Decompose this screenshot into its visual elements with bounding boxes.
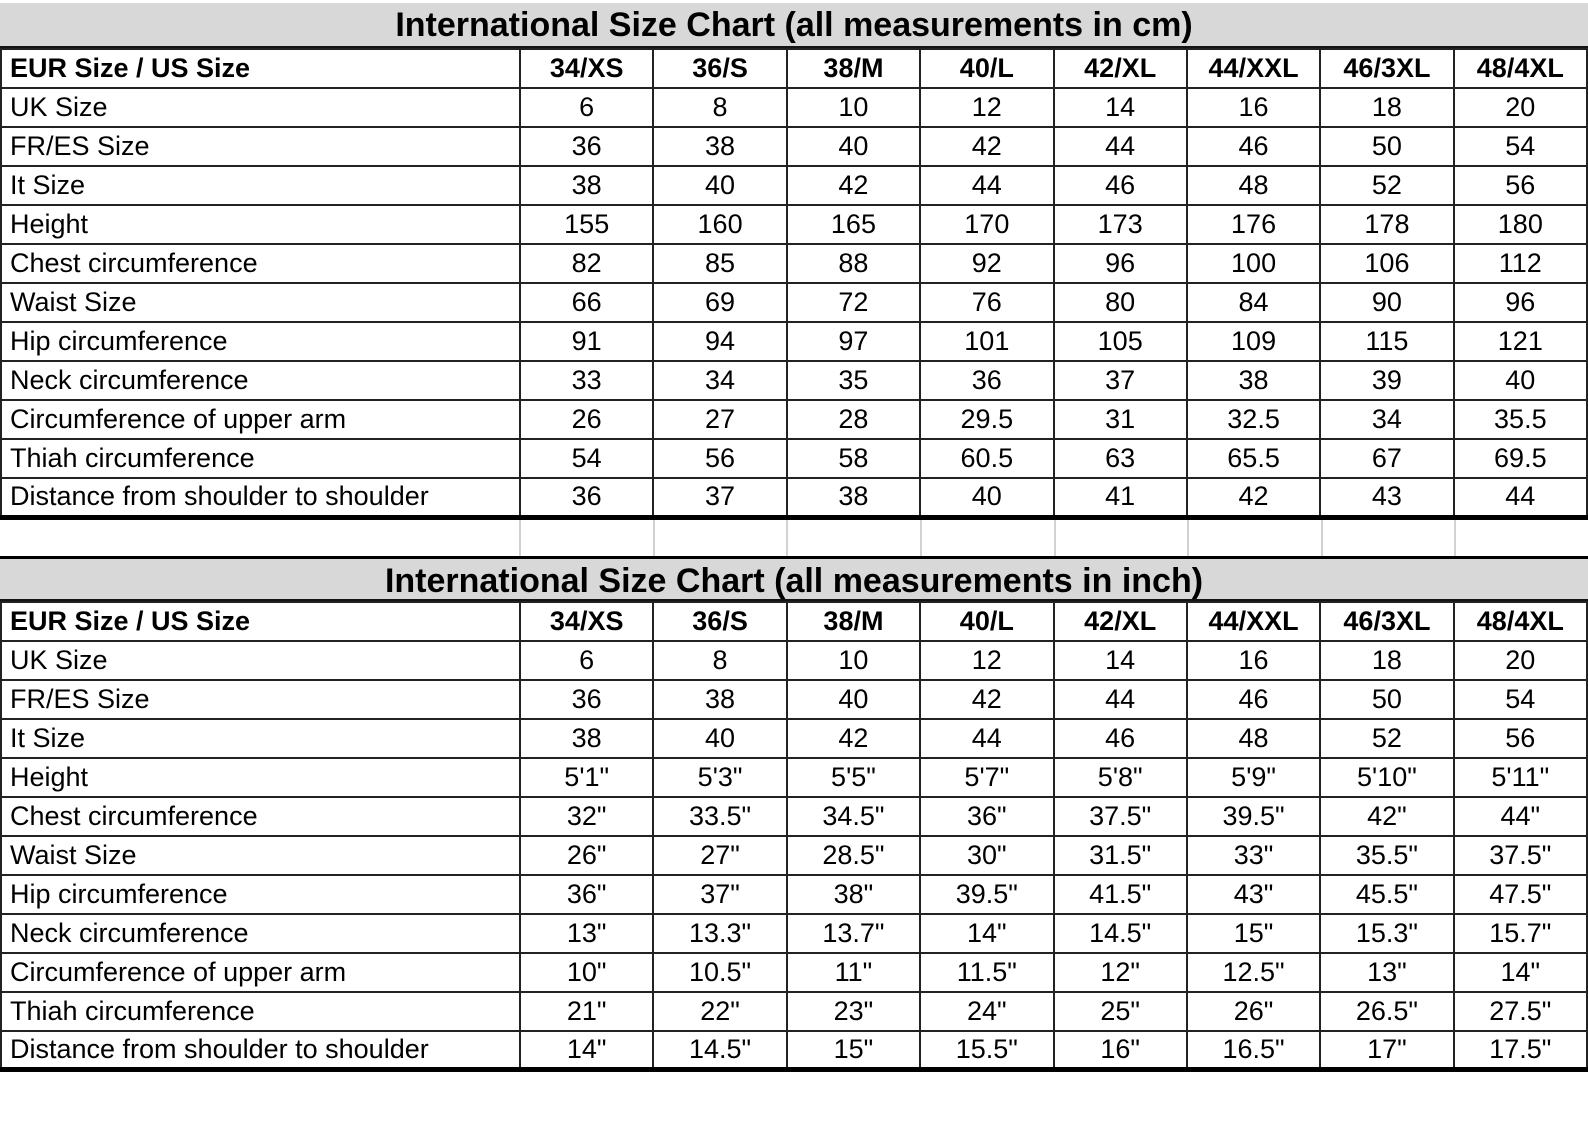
cell-value: 44 (1054, 680, 1187, 719)
cell-value: 38" (787, 875, 920, 914)
cell-value: 14" (920, 914, 1053, 953)
cell-value: 40 (653, 166, 786, 205)
cell-value: 10 (787, 88, 920, 127)
cell-value: 27" (653, 836, 786, 875)
cell-value: 12" (1054, 953, 1187, 992)
cell-value: 40 (787, 680, 920, 719)
cell-value: 6 (520, 88, 653, 127)
cell-value: 18 (1320, 641, 1453, 680)
cell-value: 5'1" (520, 758, 653, 797)
table-row (1, 641, 1587, 680)
cell-value: 26.5" (1320, 992, 1453, 1031)
cell-value: 56 (1454, 719, 1587, 758)
cell-value: 37.5" (1454, 836, 1587, 875)
column-header: 46/3XL (1320, 49, 1453, 88)
cell-value: 26" (520, 836, 653, 875)
cell-value: 10 (787, 641, 920, 680)
cell-value: 36 (520, 680, 653, 719)
table-row (1, 992, 1587, 1031)
cell-value: 5'7" (920, 758, 1053, 797)
cell-value: 84 (1187, 283, 1320, 322)
cell-value: 42" (1320, 797, 1453, 836)
cell-value: 46 (1054, 166, 1187, 205)
cell-value: 37 (653, 478, 786, 517)
column-header: 36/S (653, 49, 786, 88)
cell-value: 82 (520, 244, 653, 283)
cell-value: 23" (787, 992, 920, 1031)
cell-value: 44 (920, 719, 1053, 758)
cell-value: 15" (787, 1031, 920, 1070)
cell-value: 36 (920, 361, 1053, 400)
cell-value: 10" (520, 953, 653, 992)
cell-value: 44 (1454, 478, 1587, 517)
cell-value: 34.5" (787, 797, 920, 836)
table-gap (0, 520, 1588, 556)
cell-value: 50 (1320, 127, 1453, 166)
cell-value: 170 (920, 205, 1053, 244)
cell-value: 36 (520, 127, 653, 166)
cell-value: 27.5" (1454, 992, 1587, 1031)
column-guide-line (1054, 520, 1188, 556)
cell-value: 106 (1320, 244, 1453, 283)
cell-value: 72 (787, 283, 920, 322)
cell-value: 65.5 (1187, 439, 1320, 478)
cell-value: 54 (1454, 127, 1587, 166)
cell-value: 100 (1187, 244, 1320, 283)
size-table-inch (0, 601, 1588, 1073)
cell-value: 34 (653, 361, 786, 400)
header-row (1, 49, 1587, 88)
table-row (1, 127, 1587, 166)
cell-value: 47.5" (1454, 875, 1587, 914)
row-label: Waist Size (1, 836, 520, 875)
cell-value: 8 (653, 88, 786, 127)
cell-value: 26 (520, 400, 653, 439)
column-header: 42/XL (1054, 49, 1187, 88)
row-label: It Size (1, 166, 520, 205)
cell-value: 48 (1187, 719, 1320, 758)
cell-value: 38 (653, 680, 786, 719)
cell-value: 112 (1454, 244, 1587, 283)
table-row (1, 283, 1587, 322)
cell-value: 63 (1054, 439, 1187, 478)
table-row (1, 875, 1587, 914)
cell-value: 44" (1454, 797, 1587, 836)
cell-value: 46 (1187, 127, 1320, 166)
cell-value: 88 (787, 244, 920, 283)
column-header: 44/XXL (1187, 602, 1320, 641)
cell-value: 38 (653, 127, 786, 166)
header-label: EUR Size / US Size (1, 602, 520, 641)
cell-value: 14.5" (1054, 914, 1187, 953)
cell-value: 24" (920, 992, 1053, 1031)
row-label: Hip circumference (1, 322, 520, 361)
row-label: FR/ES Size (1, 680, 520, 719)
cell-value: 90 (1320, 283, 1453, 322)
column-header: 34/XS (520, 49, 653, 88)
cell-value: 42 (920, 680, 1053, 719)
cell-value: 42 (787, 166, 920, 205)
cell-value: 28 (787, 400, 920, 439)
cell-value: 36" (920, 797, 1053, 836)
cell-value: 40 (787, 127, 920, 166)
cell-value: 33 (520, 361, 653, 400)
cell-value: 5'11" (1454, 758, 1587, 797)
cell-value: 18 (1320, 88, 1453, 127)
cell-value: 26" (1187, 992, 1320, 1031)
size-table-cm (0, 48, 1588, 520)
cell-value: 5'9" (1187, 758, 1320, 797)
column-guide-line (1187, 520, 1321, 556)
cell-value: 15.3" (1320, 914, 1453, 953)
table-row (1, 244, 1587, 283)
column-guide-line (0, 520, 519, 556)
column-header: 40/L (920, 602, 1053, 641)
column-header: 46/3XL (1320, 602, 1453, 641)
cell-value: 66 (520, 283, 653, 322)
cell-value: 33.5" (653, 797, 786, 836)
cell-value: 35.5" (1320, 836, 1453, 875)
cell-value: 17.5" (1454, 1031, 1587, 1070)
cell-value: 14" (520, 1031, 653, 1070)
cell-value: 27 (653, 400, 786, 439)
cell-value: 35 (787, 361, 920, 400)
row-label: It Size (1, 719, 520, 758)
cell-value: 12 (920, 88, 1053, 127)
row-label: Hip circumference (1, 875, 520, 914)
cell-value: 180 (1454, 205, 1587, 244)
cell-value: 32" (520, 797, 653, 836)
cell-value: 96 (1454, 283, 1587, 322)
table-body (1, 88, 1587, 517)
cell-value: 35.5 (1454, 400, 1587, 439)
cell-value: 56 (653, 439, 786, 478)
cell-value: 20 (1454, 641, 1587, 680)
cell-value: 13" (520, 914, 653, 953)
cell-value: 40 (653, 719, 786, 758)
column-header: 36/S (653, 602, 786, 641)
cell-value: 37 (1054, 361, 1187, 400)
column-header: 48/4XL (1454, 49, 1587, 88)
cell-value: 41 (1054, 478, 1187, 517)
cell-value: 94 (653, 322, 786, 361)
row-label: UK Size (1, 641, 520, 680)
cell-value: 16" (1054, 1031, 1187, 1070)
cell-value: 69.5 (1454, 439, 1587, 478)
row-label: FR/ES Size (1, 127, 520, 166)
table-row (1, 836, 1587, 875)
cell-value: 14" (1454, 953, 1587, 992)
cell-value: 29.5 (920, 400, 1053, 439)
cell-value: 15.7" (1454, 914, 1587, 953)
column-header: 34/XS (520, 602, 653, 641)
cell-value: 5'8" (1054, 758, 1187, 797)
cell-value: 58 (787, 439, 920, 478)
cell-value: 165 (787, 205, 920, 244)
cell-value: 16 (1187, 88, 1320, 127)
cell-value: 37" (653, 875, 786, 914)
column-guide-line (519, 520, 653, 556)
cell-value: 91 (520, 322, 653, 361)
cell-value: 178 (1320, 205, 1453, 244)
column-guide-line (1454, 520, 1588, 556)
cell-value: 42 (920, 127, 1053, 166)
cell-value: 21" (520, 992, 653, 1031)
size-chart-cm-section (0, 3, 1588, 520)
cell-value: 33" (1187, 836, 1320, 875)
cell-value: 38 (520, 166, 653, 205)
column-header: 48/4XL (1454, 602, 1587, 641)
cell-value: 32.5 (1187, 400, 1320, 439)
cell-value: 40 (920, 478, 1053, 517)
row-label: Height (1, 205, 520, 244)
cell-value: 46 (1187, 680, 1320, 719)
cell-value: 17" (1320, 1031, 1453, 1070)
column-guide-line (786, 520, 920, 556)
cell-value: 36" (520, 875, 653, 914)
table-row (1, 478, 1587, 517)
row-label: Height (1, 758, 520, 797)
row-label: Chest circumference (1, 797, 520, 836)
cell-value: 43 (1320, 478, 1453, 517)
cell-value: 28.5" (787, 836, 920, 875)
cell-value: 14 (1054, 88, 1187, 127)
column-guide-line (1321, 520, 1455, 556)
table-row (1, 680, 1587, 719)
cell-value: 36 (520, 478, 653, 517)
cell-value: 54 (1454, 680, 1587, 719)
cell-value: 96 (1054, 244, 1187, 283)
cell-value: 56 (1454, 166, 1587, 205)
table-row (1, 439, 1587, 478)
column-header: 38/M (787, 602, 920, 641)
cell-value: 42 (1187, 478, 1320, 517)
cell-value: 5'5" (787, 758, 920, 797)
cell-value: 48 (1187, 166, 1320, 205)
cell-value: 92 (920, 244, 1053, 283)
table-row (1, 914, 1587, 953)
header-row (1, 602, 1587, 641)
cell-value: 173 (1054, 205, 1187, 244)
cell-value: 80 (1054, 283, 1187, 322)
table-row (1, 719, 1587, 758)
cell-value: 60.5 (920, 439, 1053, 478)
cell-value: 52 (1320, 166, 1453, 205)
cell-value: 43" (1187, 875, 1320, 914)
cell-value: 38 (787, 478, 920, 517)
header-label: EUR Size / US Size (1, 49, 520, 88)
cell-value: 46 (1054, 719, 1187, 758)
cell-value: 31 (1054, 400, 1187, 439)
cell-value: 14 (1054, 641, 1187, 680)
cell-value: 41.5" (1054, 875, 1187, 914)
cell-value: 13" (1320, 953, 1453, 992)
row-label: Circumference of upper arm (1, 953, 520, 992)
cell-value: 67 (1320, 439, 1453, 478)
cell-value: 160 (653, 205, 786, 244)
cell-value: 44 (1054, 127, 1187, 166)
cell-value: 14.5" (653, 1031, 786, 1070)
row-label: Distance from shoulder to shoulder (1, 1031, 520, 1070)
cell-value: 101 (920, 322, 1053, 361)
table-body (1, 641, 1587, 1070)
cell-value: 105 (1054, 322, 1187, 361)
table-row (1, 88, 1587, 127)
table-row (1, 797, 1587, 836)
cell-value: 13.3" (653, 914, 786, 953)
row-label: Neck circumference (1, 914, 520, 953)
cell-value: 5'3" (653, 758, 786, 797)
cell-value: 39 (1320, 361, 1453, 400)
cell-value: 40 (1454, 361, 1587, 400)
cell-value: 69 (653, 283, 786, 322)
row-label: Thiah circumference (1, 439, 520, 478)
column-guide-line (653, 520, 787, 556)
table-row (1, 953, 1587, 992)
cell-value: 97 (787, 322, 920, 361)
cell-value: 25" (1054, 992, 1187, 1031)
cell-value: 12 (920, 641, 1053, 680)
column-guide-line (920, 520, 1054, 556)
cell-value: 15" (1187, 914, 1320, 953)
cell-value: 15.5" (920, 1031, 1053, 1070)
cell-value: 121 (1454, 322, 1587, 361)
cell-value: 10.5" (653, 953, 786, 992)
cell-value: 38 (1187, 361, 1320, 400)
table-row (1, 758, 1587, 797)
cell-value: 13.7" (787, 914, 920, 953)
cell-value: 155 (520, 205, 653, 244)
cell-value: 11" (787, 953, 920, 992)
row-label: Distance from shoulder to shoulder (1, 478, 520, 517)
cell-value: 115 (1320, 322, 1453, 361)
cell-value: 85 (653, 244, 786, 283)
table-title-inch: International Size Chart (all measurements in inch) (0, 556, 1588, 601)
column-header: 42/XL (1054, 602, 1187, 641)
cell-value: 31.5" (1054, 836, 1187, 875)
row-label: UK Size (1, 88, 520, 127)
column-header: 38/M (787, 49, 920, 88)
cell-value: 8 (653, 641, 786, 680)
table-row (1, 361, 1587, 400)
row-label: Circumference of upper arm (1, 400, 520, 439)
table-row (1, 166, 1587, 205)
cell-value: 176 (1187, 205, 1320, 244)
cell-value: 76 (920, 283, 1053, 322)
size-chart-inch-section (0, 556, 1588, 1073)
cell-value: 38 (520, 719, 653, 758)
cell-value: 45.5" (1320, 875, 1453, 914)
row-label: Chest circumference (1, 244, 520, 283)
cell-value: 6 (520, 641, 653, 680)
row-label: Neck circumference (1, 361, 520, 400)
table-row (1, 322, 1587, 361)
cell-value: 30" (920, 836, 1053, 875)
cell-value: 37.5" (1054, 797, 1187, 836)
cell-value: 39.5" (920, 875, 1053, 914)
cell-value: 22" (653, 992, 786, 1031)
column-header: 44/XXL (1187, 49, 1320, 88)
cell-value: 44 (920, 166, 1053, 205)
cell-value: 16 (1187, 641, 1320, 680)
cell-value: 52 (1320, 719, 1453, 758)
cell-value: 16.5" (1187, 1031, 1320, 1070)
table-title-cm: International Size Chart (all measurements in cm) (0, 3, 1588, 48)
table-row (1, 400, 1587, 439)
cell-value: 20 (1454, 88, 1587, 127)
cell-value: 50 (1320, 680, 1453, 719)
cell-value: 42 (787, 719, 920, 758)
row-label: Waist Size (1, 283, 520, 322)
row-label: Thiah circumference (1, 992, 520, 1031)
cell-value: 109 (1187, 322, 1320, 361)
cell-value: 34 (1320, 400, 1453, 439)
cell-value: 5'10" (1320, 758, 1453, 797)
cell-value: 39.5" (1187, 797, 1320, 836)
table-row (1, 205, 1587, 244)
cell-value: 11.5" (920, 953, 1053, 992)
column-header: 40/L (920, 49, 1053, 88)
cell-value: 54 (520, 439, 653, 478)
cell-value: 12.5" (1187, 953, 1320, 992)
table-row (1, 1031, 1587, 1070)
